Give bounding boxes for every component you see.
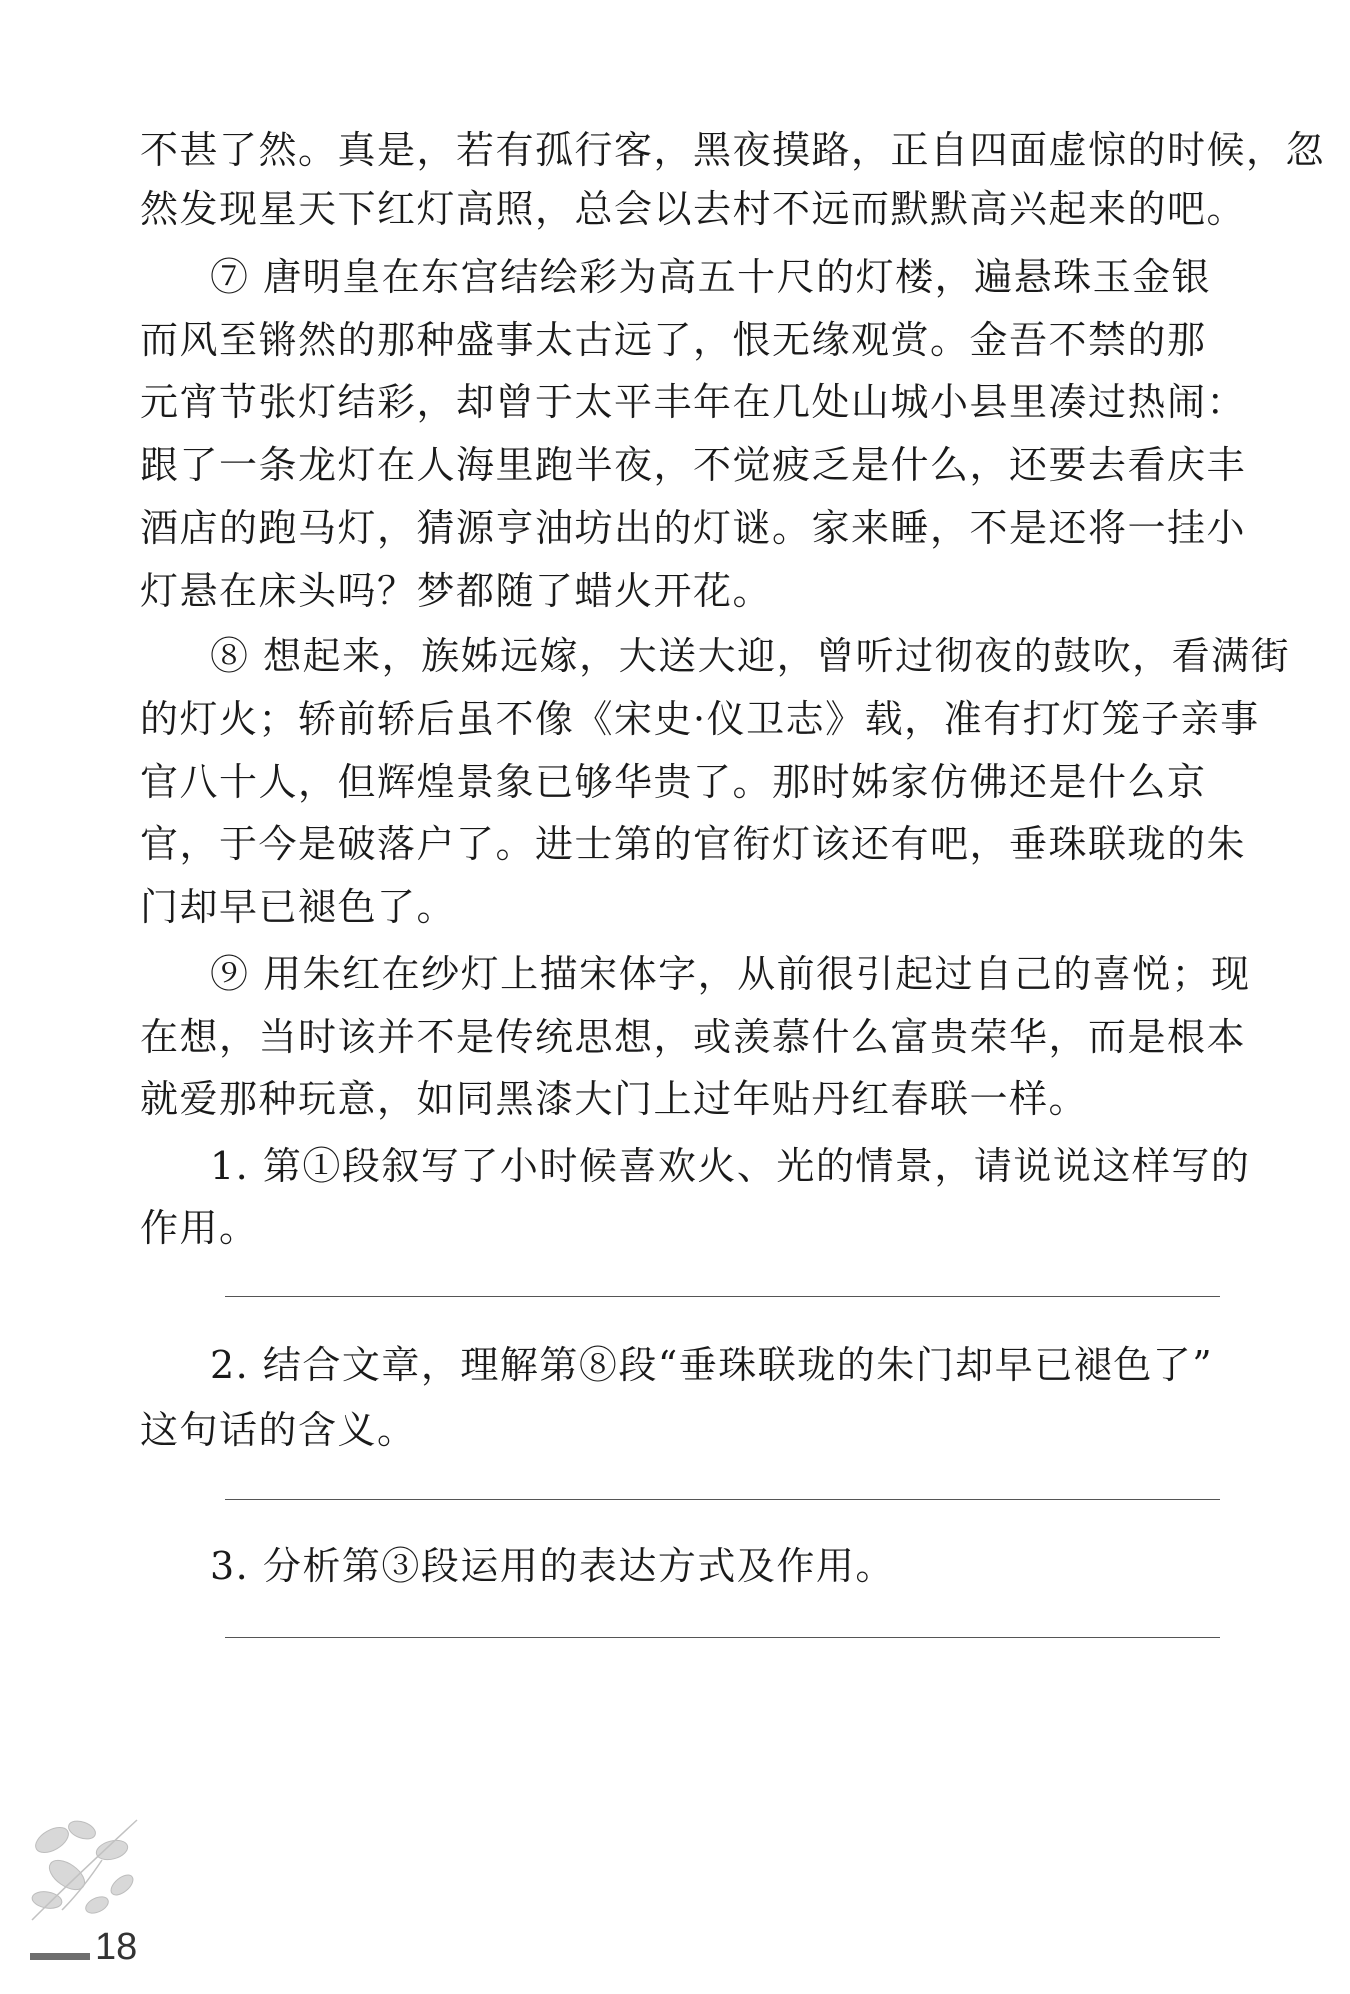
text-line: 灯悬在床头吗？梦都随了蜡火开花。	[140, 569, 773, 613]
text-line: 在想，当时该并不是传统思想，或羡慕什么富贵荣华，而是根本	[140, 1015, 1247, 1059]
text-line: ⑨ 用朱红在纱灯上描宋体字，从前很引起过自己的喜悦；现	[210, 952, 1251, 996]
page-number: 18	[95, 1926, 138, 1968]
answer-line-3[interactable]	[225, 1637, 1220, 1638]
question-text: 作用。	[140, 1206, 259, 1250]
answer-line-2[interactable]	[225, 1499, 1220, 1500]
text-line: 就爱那种玩意，如同黑漆大门上过年贴丹红春联一样。	[140, 1077, 1089, 1121]
text-line: 门却早已褪色了。	[140, 885, 457, 929]
text-line: 官，于今是破落户了。进士第的官衔灯该还有吧，垂珠联珑的朱	[140, 822, 1247, 866]
text-line: 而风至锵然的那种盛事太古远了，恨无缘观赏。金吾不禁的那	[140, 318, 1207, 362]
text-line: 元宵节张灯结彩，却曾于太平丰年在几处山城小县里凑过热闹：	[140, 380, 1247, 424]
page-number-bar	[30, 1953, 90, 1960]
text-line: 然发现星天下红灯高照，总会以去村不远而默默高兴起来的吧。	[140, 187, 1247, 231]
question-text: 这句话的含义。	[140, 1408, 417, 1452]
text-line: ⑧ 想起来，族姊远嫁，大送大迎，曾听过彻夜的鼓吹，看满街	[210, 634, 1291, 678]
question-text: 3. 分析第③段运用的表达方式及作用。	[210, 1544, 895, 1588]
answer-line-1[interactable]	[225, 1296, 1220, 1297]
text-line: ⑦ 唐明皇在东宫结绘彩为高五十尺的灯楼，遍悬珠玉金银	[210, 255, 1212, 299]
floral-decoration-icon	[22, 1800, 152, 1930]
text-line: 跟了一条龙灯在人海里跑半夜，不觉疲乏是什么，还要去看庆丰	[140, 443, 1247, 487]
text-line: 不甚了然。真是，若有孤行客，黑夜摸路，正自四面虚惊的时候，忽	[140, 128, 1326, 172]
question-text: 1. 第①段叙写了小时候喜欢火、光的情景，请说说这样写的	[210, 1144, 1251, 1188]
text-line: 官八十人，但辉煌景象已够华贵了。那时姊家仿佛还是什么京	[140, 760, 1207, 804]
text-line: 的灯火；轿前轿后虽不像《宋史·仪卫志》载，准有打灯笼子亲事	[140, 697, 1260, 741]
text-line: 酒店的跑马灯，猜源亨油坊出的灯谜。家来睡，不是还将一挂小	[140, 506, 1247, 550]
question-text: 2. 结合文章，理解第⑧段“垂珠联珑的朱门却早已褪色了”	[210, 1343, 1214, 1387]
